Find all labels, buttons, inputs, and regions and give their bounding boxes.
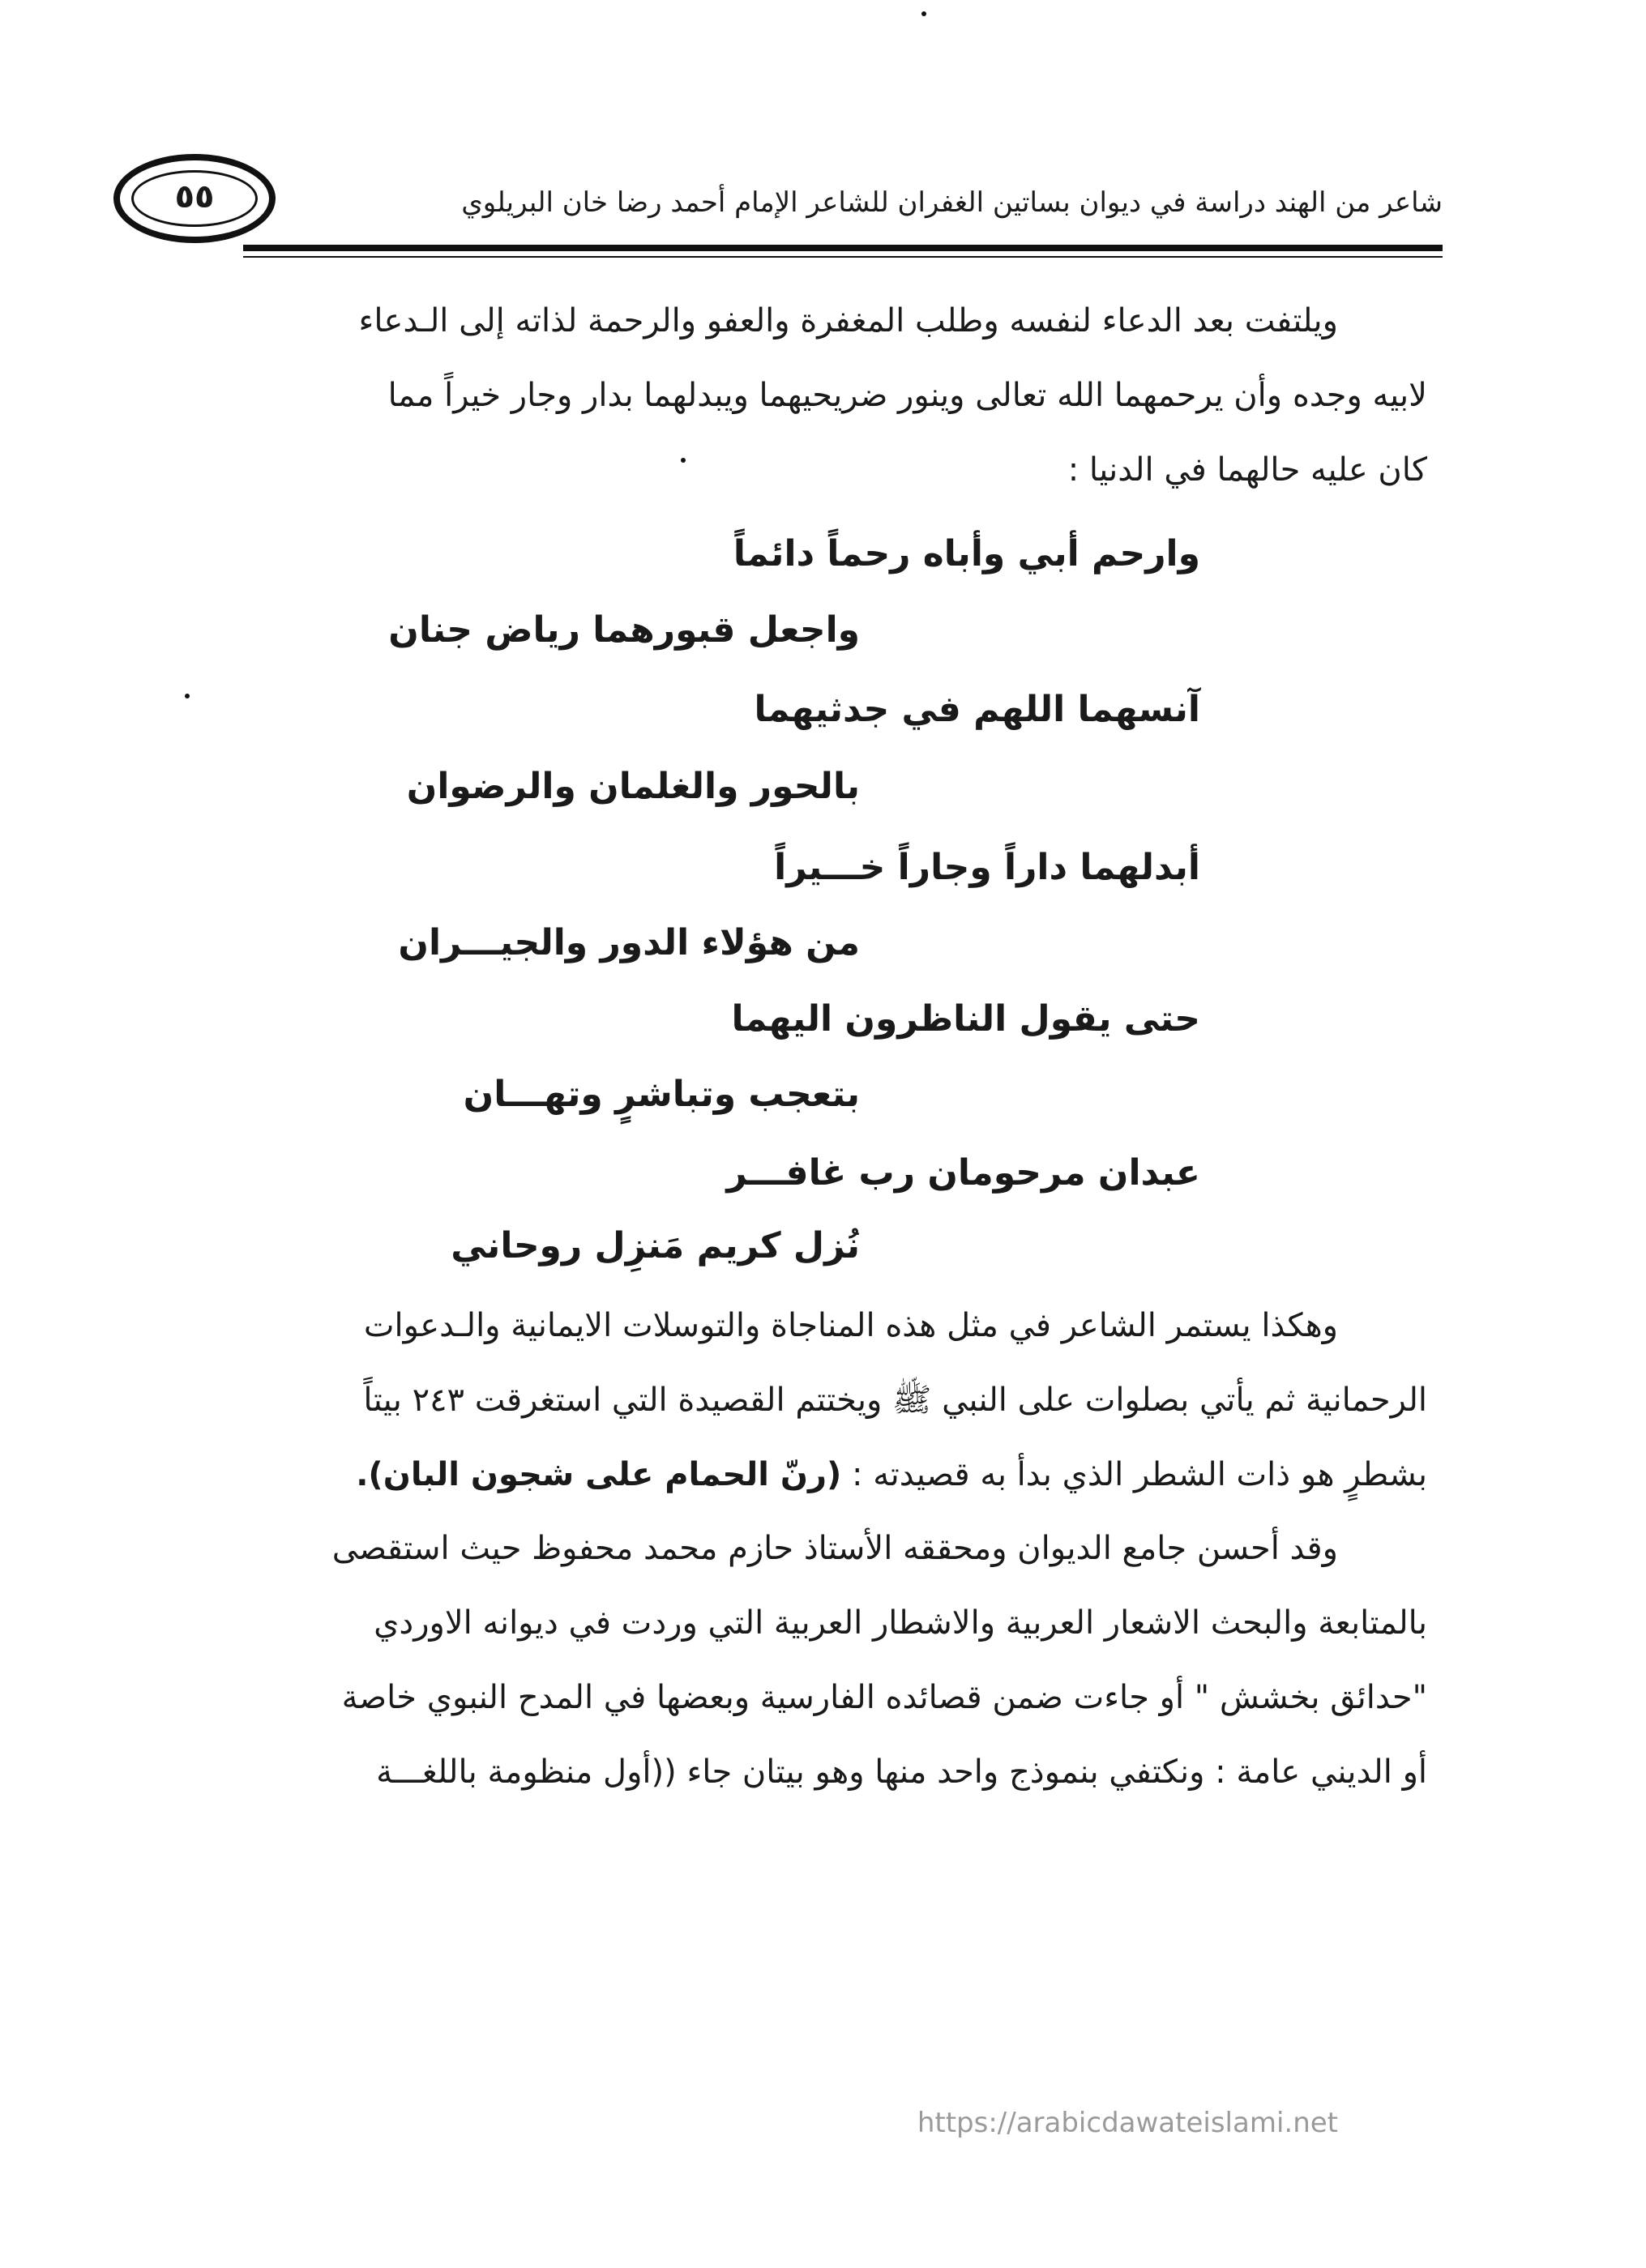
paragraph-1	[163, 284, 1427, 507]
header-rule	[243, 245, 1443, 251]
poem-verse: وارحم أبي وأباه رحماً دائماً	[733, 533, 1200, 574]
paragraph-line: أو الديني عامة : ونكتفي بنموذج واحد منها وهو بيتان جاء ((أول منظومة باللغـــة	[376, 1753, 1427, 1791]
poem-verse: نُزل كريم مَنزِل روحاني	[451, 1225, 860, 1266]
poem-verse: من هؤلاء الدور والجيـــران	[398, 922, 860, 963]
paragraph-3	[163, 1511, 1427, 1809]
poem-verse: بتعجب وتباشرٍ وتهـــان	[463, 1074, 860, 1115]
paragraph-line: "حدائق بخشش " أو جاءت ضمن قصائده الفارسية وبعضها في المدح النبوي خاصة	[341, 1679, 1427, 1716]
scan-speck	[921, 11, 926, 16]
paragraph-line: بشطرٍ هو ذات الشطر الذي بدأ به قصيدته : (رنّ الحمام على شجون البان).	[356, 1456, 1427, 1493]
page-header	[105, 146, 1443, 267]
paragraph-2	[163, 1288, 1427, 1512]
poem-verse: واجعل قبورهما رياض جنان	[388, 609, 860, 651]
paragraph-line: وهكذا يستمر الشاعر في مثل هذه المناجاة والتوسلات الايمانية والـدعوات	[363, 1307, 1338, 1344]
poem-verse: أبدلهما داراً وجاراً خـــيراً	[774, 847, 1200, 888]
scan-speck	[185, 694, 190, 698]
paragraph-line: كان عليه حالهما في الدنيا :	[1067, 451, 1427, 489]
poem-verse: آنسهما اللهم في جدثيهما	[754, 689, 1200, 730]
quoted-hemistich: (رنّ الحمام على شجون البان).	[356, 1456, 842, 1493]
page-number-frame	[113, 154, 276, 243]
paragraph-line: ويلتفت بعد الدعاء لنفسه وطلب المغفرة والعفو والرحمة لذاته إلى الـدعاء	[358, 302, 1338, 340]
paragraph-line: لابيه وجده وأن يرحمهما الله تعالى وينور ضريحيهما ويبدلهما بدار وجار خيراً مما	[387, 377, 1427, 414]
poem-verse: عبدان مرحومان رب غافـــر	[726, 1152, 1200, 1194]
running-title: شاعر من الهند دراسة في ديوان بساتين الغفران للشاعر الإمام أحمد رضا خان البريلوي	[461, 186, 1443, 219]
header-rule-thin	[243, 256, 1443, 258]
paragraph-line: الرحمانية ثم يأتي بصلوات على النبي ﷺ ويختتم القصيدة التي استغرقت ٢٤٣ بيتاً	[363, 1382, 1427, 1419]
watermark-url: https://arabicdawateislami.net	[917, 2107, 1338, 2139]
page-number: ٥٥	[174, 178, 215, 216]
paragraph-line: وقد أحسن جامع الديوان ومحققه الأستاذ حازم محمد محفوظ حيث استقصى	[331, 1530, 1338, 1567]
paragraph-line: بالمتابعة والبحث الاشعار العربية والاشطار العربية التي وردت في ديوانه الاوردي	[374, 1604, 1427, 1642]
poem-verse: حتى يقول الناظرون اليهما	[731, 998, 1200, 1040]
poem-verse: بالحور والغلمان والرضوان	[406, 766, 860, 807]
